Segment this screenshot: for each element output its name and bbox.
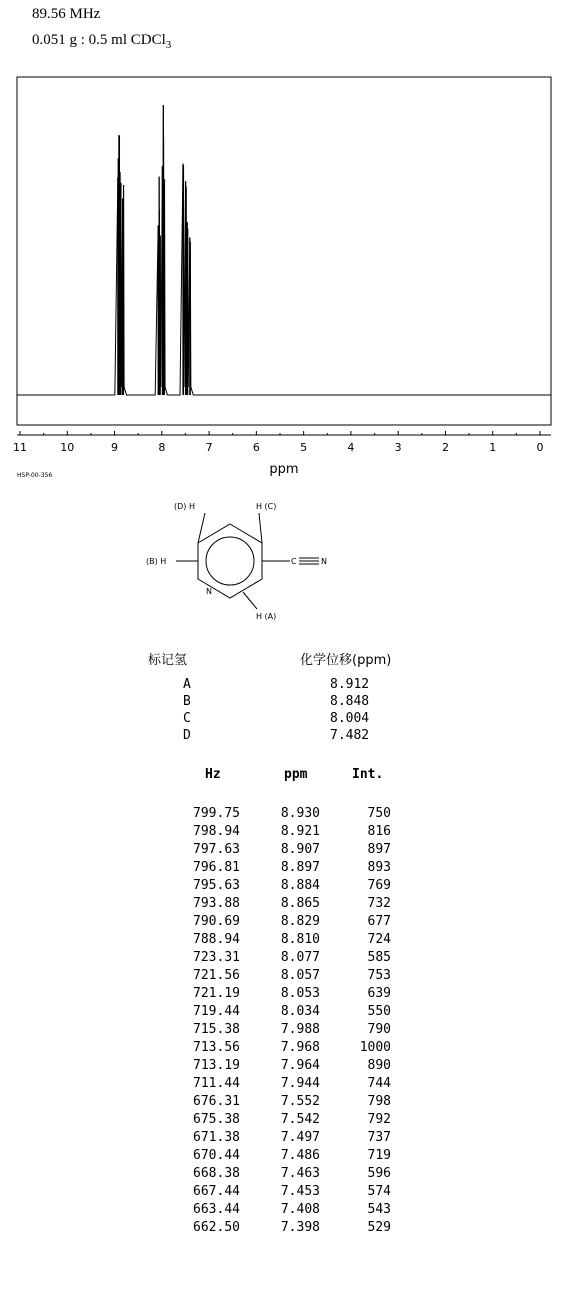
assignment-row: [0, 728, 570, 746]
plot-frame: [17, 77, 551, 425]
peak-row: [0, 1148, 570, 1166]
x-tick-label: 10: [60, 441, 75, 454]
assignment-label: D: [183, 728, 191, 743]
peak-int: 585: [367, 950, 391, 965]
label-ring-n: N: [206, 587, 212, 596]
peak-int: 790: [367, 1022, 391, 1037]
assign-header-shift: 化学位移(ppm): [300, 653, 392, 668]
peak-int: 677: [367, 914, 391, 929]
bond-d: [198, 513, 205, 543]
peak-int: 897: [367, 842, 391, 857]
peak-int: 543: [367, 1202, 391, 1217]
peak-int: 732: [367, 896, 391, 911]
x-tick-label: 11: [13, 441, 27, 454]
x-tick-label: 8: [158, 441, 166, 454]
peak-header-hz: Hz: [205, 767, 221, 782]
peak-hz: 719.44: [193, 1004, 240, 1019]
peak-ppm: 7.542: [280, 1112, 320, 1127]
peak-row: [0, 806, 570, 824]
peak-int: 893: [367, 860, 391, 875]
peak-ppm: 8.930: [280, 806, 320, 821]
peak-row: [0, 1220, 570, 1238]
peak-row: [0, 1094, 570, 1112]
x-tick-label: 5: [300, 441, 308, 454]
assignment-label: A: [183, 677, 191, 692]
peak-int: 550: [367, 1004, 391, 1019]
peak-int: 750: [367, 806, 391, 821]
peak-ppm: 7.964: [280, 1058, 320, 1073]
peak-ppm: 7.463: [280, 1166, 320, 1181]
peak-ppm: 8.921: [280, 824, 320, 839]
peak-ppm: 7.944: [280, 1076, 320, 1091]
peak-row: [0, 860, 570, 878]
peak-ppm: 8.907: [280, 842, 320, 857]
peak-hz: 797.63: [193, 842, 240, 857]
header-frequency: 89.56 MHz: [32, 6, 101, 22]
peak-hz: 675.38: [193, 1112, 240, 1127]
peak-row: [0, 878, 570, 896]
peak-int: 1000: [359, 1040, 391, 1055]
spectrum-id: HSP-00-356: [17, 472, 53, 479]
peak-ppm: 8.077: [280, 950, 320, 965]
peak-ppm: 8.053: [280, 986, 320, 1001]
peak-row: [0, 1184, 570, 1202]
x-tick-label: 2: [441, 441, 449, 454]
peak-int: 792: [367, 1112, 391, 1127]
peak-row: [0, 1022, 570, 1040]
x-tick-label: 1: [489, 441, 497, 454]
assignment-label: B: [183, 694, 191, 709]
peak-int: 769: [367, 878, 391, 893]
peak-int: 753: [367, 968, 391, 983]
peak-lines: [118, 105, 190, 395]
peak-hz: 668.38: [193, 1166, 240, 1181]
peak-hz: 721.56: [193, 968, 240, 983]
peak-row: [0, 914, 570, 932]
peak-int: 737: [367, 1130, 391, 1145]
peak-int: 596: [367, 1166, 391, 1181]
label-nitrile-n: N: [321, 557, 327, 566]
peak-header-int: Int.: [352, 767, 384, 782]
spectrum-trace: [17, 105, 551, 395]
peak-int: 816: [367, 824, 391, 839]
peak-ppm: 7.968: [280, 1040, 320, 1055]
peak-hz: 711.44: [193, 1076, 240, 1091]
assignment-shift: 8.004: [330, 711, 370, 726]
peak-row: [0, 950, 570, 968]
peak-row: [0, 1076, 570, 1094]
label-nitrile-c: C: [291, 557, 297, 566]
assignment-shift: 8.912: [330, 677, 370, 692]
peak-int: 719: [367, 1148, 391, 1163]
label-c: H (C): [256, 502, 277, 511]
peak-header-ppm: ppm: [284, 767, 308, 782]
peak-hz: 788.94: [193, 932, 240, 947]
x-tick-label: 0: [536, 441, 544, 454]
peak-int: 639: [367, 986, 391, 1001]
sample-text: 0.051 g : 0.5 ml CDCl: [32, 32, 166, 48]
x-tick-label: 3: [394, 441, 402, 454]
label-a: H (A): [256, 612, 277, 621]
label-d: (D) H: [174, 502, 195, 511]
peak-ppm: 8.897: [280, 860, 320, 875]
peak-int: 798: [367, 1094, 391, 1109]
peak-hz: 676.31: [193, 1094, 240, 1109]
x-axis-tick-labels: [13, 441, 544, 454]
peak-ppm: 8.034: [280, 1004, 320, 1019]
x-tick-label: 6: [252, 441, 260, 454]
peak-row: [0, 1166, 570, 1184]
peak-hz: 795.63: [193, 878, 240, 893]
peak-row: [0, 932, 570, 950]
bond-c: [259, 513, 262, 543]
peak-ppm: 7.453: [280, 1184, 320, 1199]
peak-row: [0, 1058, 570, 1076]
peak-row: [0, 968, 570, 986]
molecule-structure: [146, 502, 327, 621]
x-axis-label: ppm: [269, 462, 299, 477]
peak-ppm: 8.829: [280, 914, 320, 929]
peak-ppm: 8.057: [280, 968, 320, 983]
peak-hz: 793.88: [193, 896, 240, 911]
peak-ppm: 8.865: [280, 896, 320, 911]
label-b: (B) H: [146, 557, 167, 566]
assignment-row: [0, 677, 570, 695]
peak-row: [0, 824, 570, 842]
peak-int: 724: [367, 932, 391, 947]
peak-hz: 662.50: [193, 1220, 240, 1235]
peak-row: [0, 986, 570, 1004]
peak-hz: 715.38: [193, 1022, 240, 1037]
peak-int: 890: [367, 1058, 391, 1073]
sample-subscript: 3: [165, 39, 172, 51]
peak-hz: 723.31: [193, 950, 240, 965]
peak-hz: 790.69: [193, 914, 240, 929]
peak-hz: 713.56: [193, 1040, 240, 1055]
assignment-shift: 8.848: [330, 694, 370, 709]
peak-row: [0, 1130, 570, 1148]
x-tick-label: 4: [347, 441, 355, 454]
peak-ppm: 8.884: [280, 878, 320, 893]
x-tick-label: 9: [111, 441, 119, 454]
peak-hz: 799.75: [193, 806, 240, 821]
peak-ppm: 7.486: [280, 1148, 320, 1163]
peak-row: [0, 842, 570, 860]
peak-row: [0, 1040, 570, 1058]
peak-row: [0, 1004, 570, 1022]
peak-int: 574: [367, 1184, 391, 1199]
assignment-shift: 7.482: [330, 728, 370, 743]
peak-hz: 671.38: [193, 1130, 240, 1145]
x-axis-ticks: [20, 431, 540, 435]
peak-hz: 663.44: [193, 1202, 240, 1217]
peak-ppm: 7.552: [280, 1094, 320, 1109]
peak-int: 744: [367, 1076, 391, 1091]
x-tick-label: 7: [205, 441, 213, 454]
assignment-label: C: [183, 711, 191, 726]
peak-hz: 721.19: [193, 986, 240, 1001]
peak-ppm: 7.988: [280, 1022, 320, 1037]
peak-row: [0, 896, 570, 914]
peak-ppm: 7.497: [280, 1130, 320, 1145]
peak-hz: 667.44: [193, 1184, 240, 1199]
peak-int: 529: [367, 1220, 391, 1235]
peak-ppm: 7.398: [280, 1220, 320, 1235]
peak-ppm: 7.408: [280, 1202, 320, 1217]
bond-a: [243, 592, 257, 609]
peak-row: [0, 1112, 570, 1130]
peak-hz: 798.94: [193, 824, 240, 839]
peak-hz: 796.81: [193, 860, 240, 875]
peak-hz: 670.44: [193, 1148, 240, 1163]
aromatic-circle: [206, 537, 254, 585]
assign-header-label: 标记氢: [148, 653, 188, 668]
assignment-row: [0, 711, 570, 729]
assignment-row: [0, 694, 570, 712]
peak-row: [0, 1202, 570, 1220]
peak-hz: 713.19: [193, 1058, 240, 1073]
peak-ppm: 8.810: [280, 932, 320, 947]
